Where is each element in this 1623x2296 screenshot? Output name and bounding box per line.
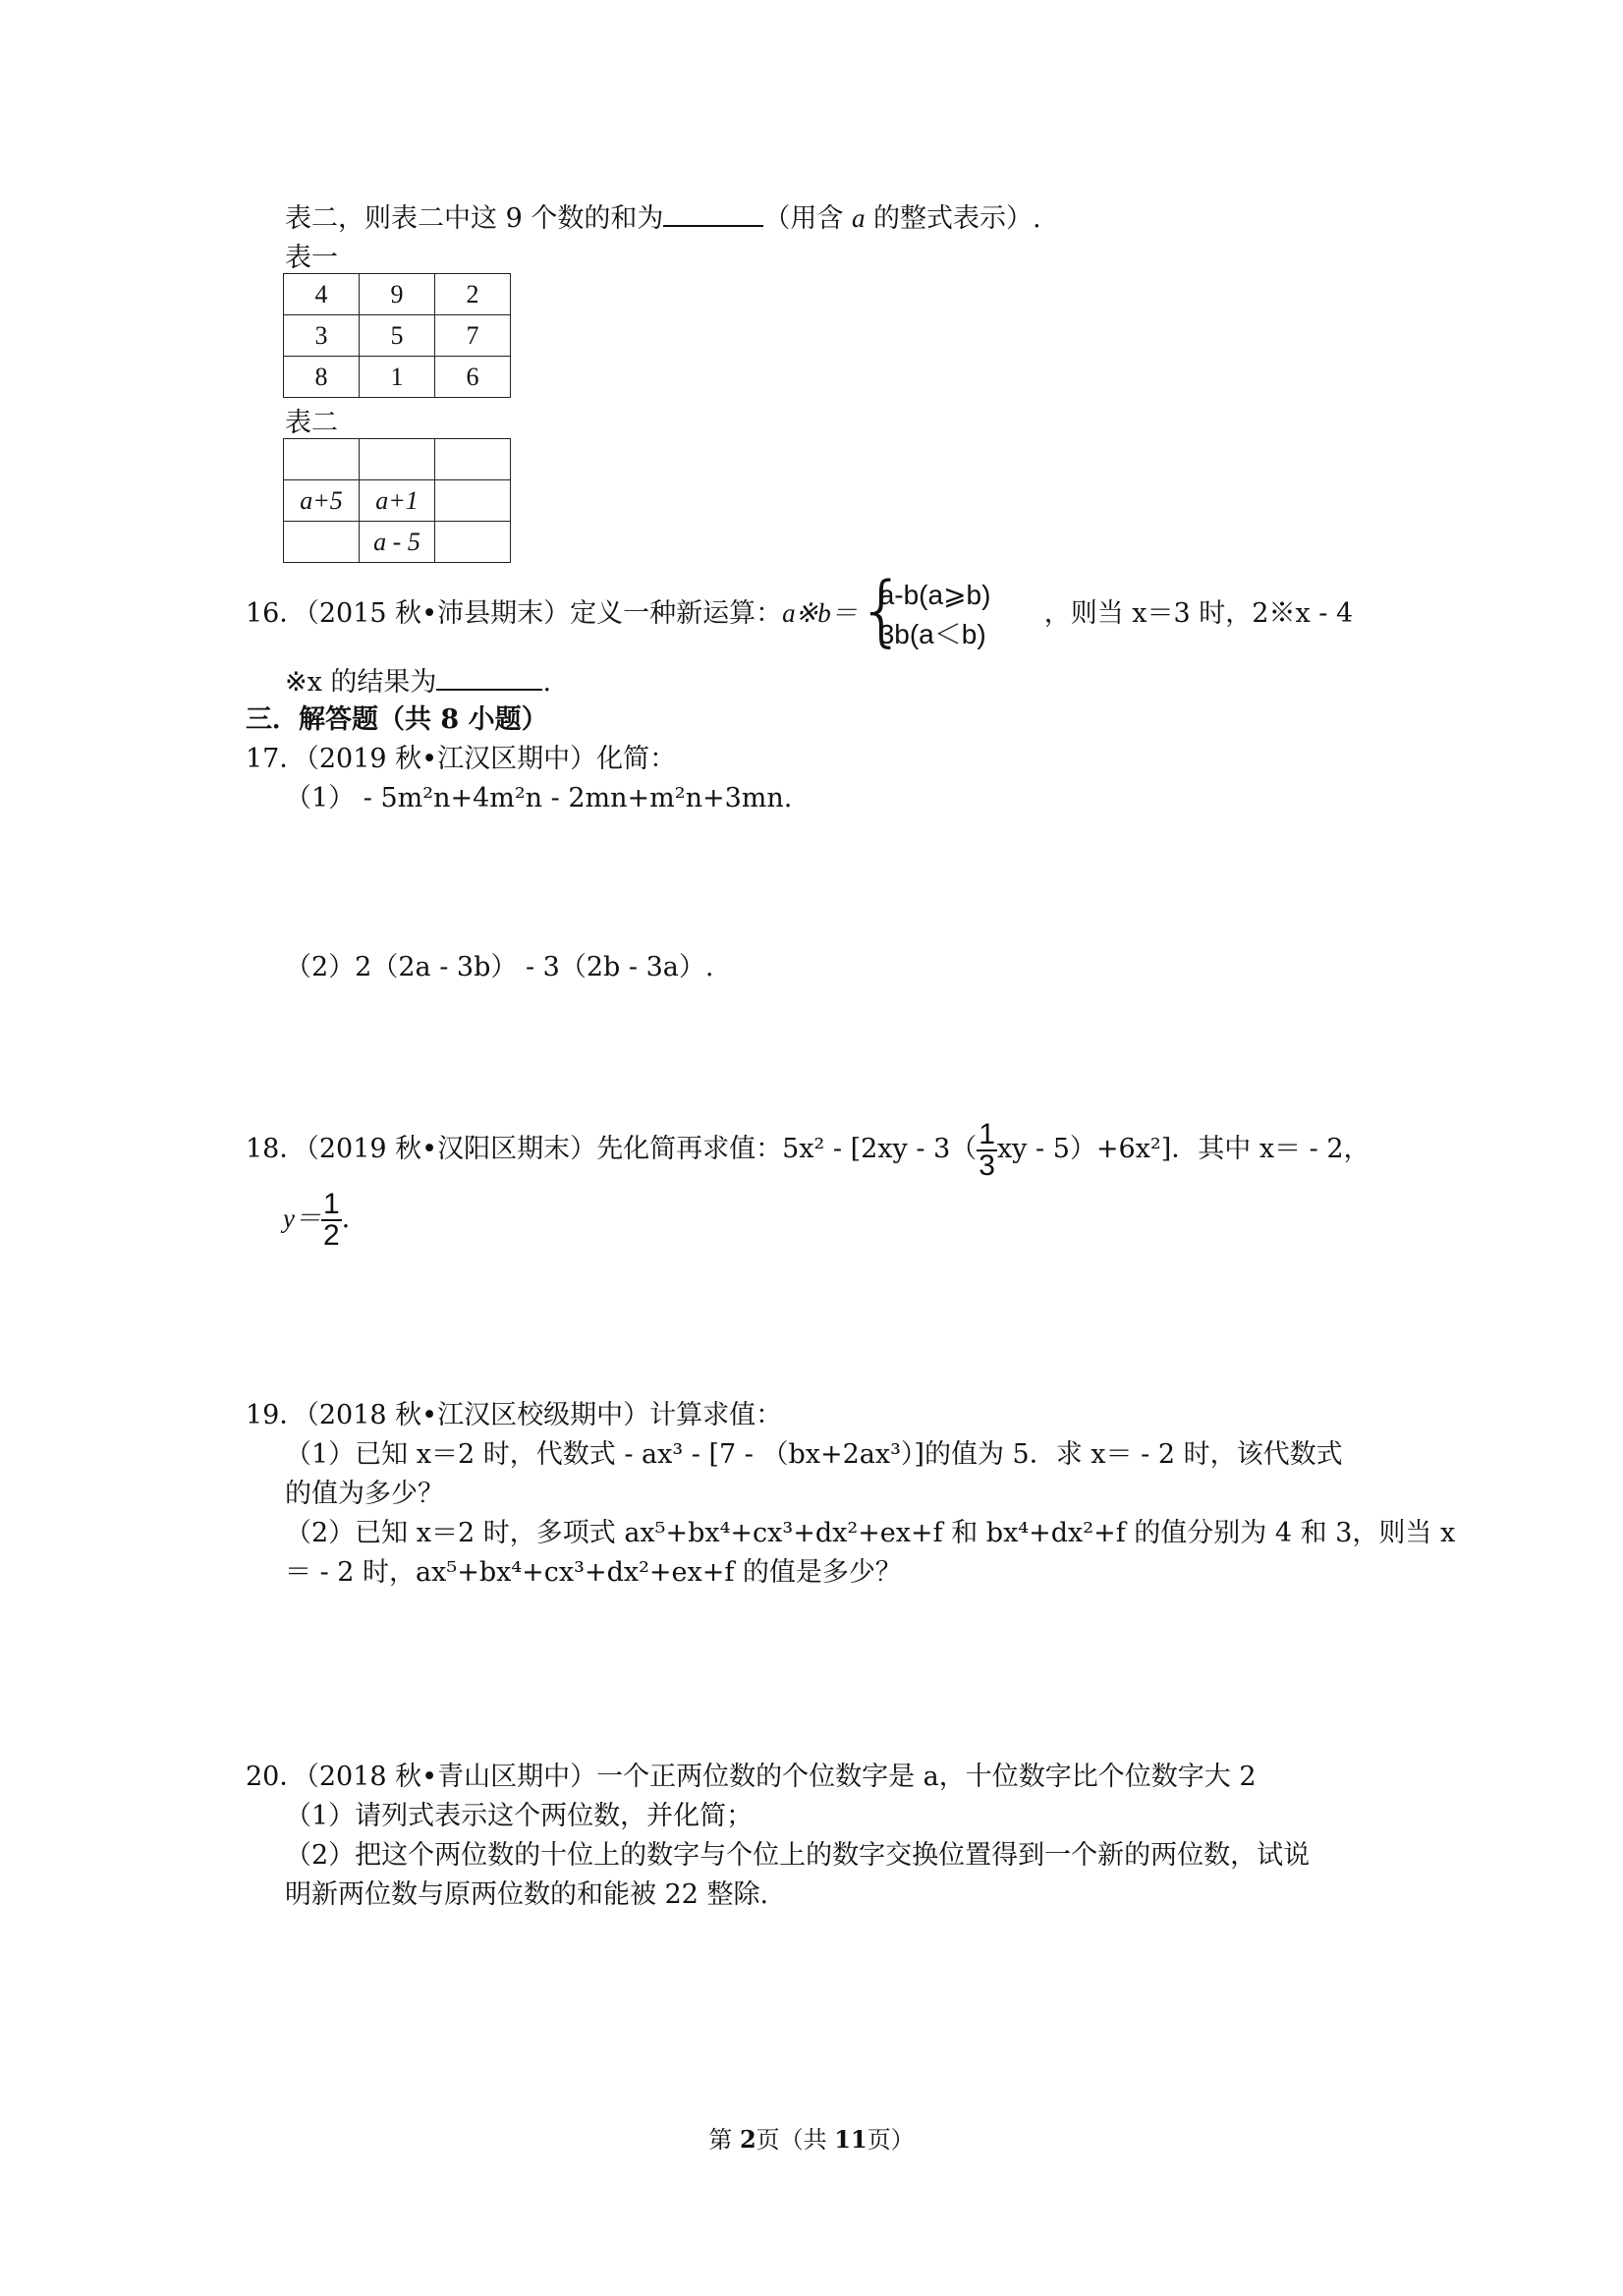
footer-mid: 页（共 — [756, 2126, 835, 2154]
q16-text-2: ※x 的结果为 — [285, 667, 437, 698]
intro-text-3: 的整式表示）. — [865, 203, 1041, 234]
q20-part1: （1）请列式表示这个两位数，并化简； — [285, 1801, 754, 1831]
table-cell: 9 — [360, 274, 435, 315]
table-row — [284, 480, 511, 522]
table-cell: a - 5 — [360, 522, 435, 563]
table-cell — [284, 439, 360, 480]
q16-case2: 3b(a＜b) — [878, 618, 986, 649]
table-row — [284, 522, 511, 563]
section-end: 小题） — [459, 704, 548, 735]
q16-case1: a-b(a⩾b) — [878, 579, 991, 610]
q19-head: 19．（2018 秋•江汉区校级期中）计算求值： — [246, 1400, 783, 1430]
q16-expr: a※b＝ — [782, 598, 858, 628]
intro-var: a — [851, 203, 866, 233]
q19-part1-b: 的值为多少？ — [285, 1479, 444, 1509]
table-cell — [360, 439, 435, 480]
table2 — [283, 438, 511, 563]
table-cell: a+1 — [360, 480, 435, 522]
q19-part1-a: （1）已知 x＝2 时，代数式 - ax³ - [7 - （bx+2ax³）]的值为 5．求 x＝ - 2 时，该代数式 — [285, 1439, 1343, 1470]
answer-blank — [663, 197, 763, 227]
table-cell — [435, 439, 511, 480]
table-cell: 1 — [360, 357, 435, 398]
q17-part2: （2）2（2a - 3b） - 3（2b - 3a）. — [285, 952, 714, 982]
q16-text-end: ，则当 x＝3 时，2※x - 4 — [1043, 598, 1354, 629]
q19-part2-a: （2）已知 x＝2 时，多项式 ax⁵+bx⁴+cx³+dx²+ex+f 和 bx⁴+dx²+f 的值分别为 4 和 3，则当 x — [285, 1518, 1456, 1548]
table-cell: 6 — [435, 357, 511, 398]
page-footer — [0, 2120, 1623, 2155]
intro-text-2: （用含 — [763, 203, 852, 234]
fraction-one-half — [321, 1187, 342, 1252]
section-heading — [246, 698, 548, 736]
table-cell: 5 — [360, 315, 435, 357]
brace-icon: { — [857, 566, 907, 655]
q17-head: 17．（2019 秋•江汉区期中）化简： — [246, 744, 677, 774]
q16-line2 — [285, 660, 551, 699]
answer-blank — [436, 661, 542, 691]
table1 — [283, 273, 511, 398]
q18-y: y＝ — [283, 1204, 321, 1233]
table2-label: 表二 — [285, 408, 338, 438]
q16-piecewise — [857, 566, 1044, 656]
page-number: 2 — [739, 2125, 756, 2154]
table-cell — [435, 522, 511, 563]
q18-period: . — [341, 1204, 351, 1234]
table-row — [284, 274, 511, 315]
fraction-numerator: 1 — [322, 1187, 340, 1220]
q18-text: 18．（2019 秋•汉阳区期末）先化简再求值：5x² - [2xy - 3（ — [246, 1134, 978, 1164]
fraction-one-third — [977, 1117, 997, 1182]
table-cell: 7 — [435, 315, 511, 357]
section-label: 三．解答题（共 — [246, 704, 441, 735]
q18-line2 — [283, 1179, 350, 1258]
section-count: 8 — [440, 704, 460, 735]
q18-text-mid: xy - 5）+6x²]．其中 x＝ - 2， — [996, 1134, 1371, 1164]
q20-head: 20．（2018 秋•青山区期中）一个正两位数的个位数字是 a，十位数字比个位数字大 2 — [246, 1762, 1257, 1792]
intro-text-1: 表二，则表二中这 9 个数的和为 — [285, 203, 664, 234]
fraction-numerator: 1 — [979, 1117, 995, 1150]
table-cell — [284, 522, 360, 563]
table-cell: 4 — [284, 274, 360, 315]
table1-label: 表一 — [285, 243, 338, 273]
table-cell: 8 — [284, 357, 360, 398]
table-cell: 3 — [284, 315, 360, 357]
table-cell: a+5 — [284, 480, 360, 522]
q16-text: 16．（2015 秋•沛县期末）定义一种新运算： — [246, 598, 783, 629]
table-row — [284, 439, 511, 480]
q16-period: . — [542, 667, 552, 698]
table-row — [284, 315, 511, 357]
page-total: 11 — [834, 2125, 867, 2154]
table-row — [284, 357, 511, 398]
q17-part1: （1） - 5m²n+4m²n - 2mn+m²n+3mn. — [285, 783, 793, 813]
q20-part2-b: 明新两位数与原两位数的和能被 22 整除. — [285, 1879, 769, 1910]
q18-line1 — [246, 1110, 1371, 1189]
table-cell — [435, 480, 511, 522]
table-cell: 2 — [435, 274, 511, 315]
q19-part2-b: ＝ - 2 时，ax⁵+bx⁴+cx³+dx²+ex+f 的值是多少？ — [285, 1557, 902, 1588]
footer-pre: 第 — [708, 2126, 740, 2154]
q16-line1 — [246, 566, 1354, 655]
fraction-denominator: 2 — [322, 1218, 340, 1252]
q20-part2-a: （2）把这个两位数的十位上的数字与个位上的数字交换位置得到一个新的两位数，试说 — [285, 1840, 1311, 1871]
footer-post: 页） — [867, 2126, 915, 2154]
fraction-denominator: 3 — [979, 1148, 995, 1182]
intro-line — [285, 196, 1041, 235]
